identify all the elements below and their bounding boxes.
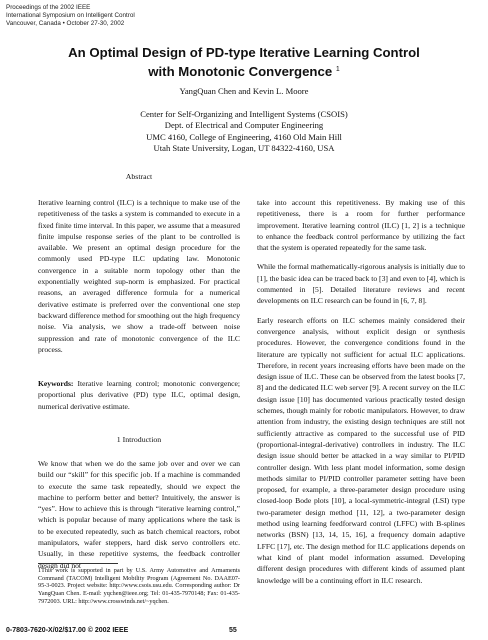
introduction-heading: 1 Introduction [116, 435, 162, 444]
authors: YangQuan Chen and Kevin L. Moore [179, 86, 309, 96]
paper-title [0, 44, 488, 80]
header-line: Vancouver, Canada • October 27-30, 2002 [6, 20, 125, 27]
right-column [257, 197, 465, 594]
affiliation-line: Utah State University, Logan, UT 84322-4160, USA [153, 142, 335, 153]
paragraph: While the formal mathematically-rigorous analysis is initially due to [1], the basic idea can be traced back to [3] and even to [4], which is commented in [5]. Detailed literature reviews and recent developments on ILC research can be found in [6, 7, 8]. [257, 262, 465, 306]
title-line-2 [0, 61, 488, 80]
page-number: 55 [229, 627, 237, 634]
paragraph: take into account this repetitiveness. By making use of this repetitiveness, there is a room for further performance improvement. Iterative learning control (ILC) [1, 2] is a technique to enhance the feedback control performance by utilizing the fact that the system is operated repeatedly for the same task. [257, 198, 465, 253]
title-footnote-mark: 1 [335, 66, 340, 73]
abstract-text: Iterative learning control (ILC) is a technique to make use of the repetitiveness of the tasks a system is commanded to execute in a fixed finite time interval. In this paper, we assume that a measured finite impulse response series of the plant to be controlled is available. We present an optimal design procedure for the commonly used PD-type ILC updating law. Monotonic convergence in a suitable norm topology other than the exponentially weighted sup-norm is emphasized. For practical reasons, an averaged difference formula for a numerical derivative estimate is preferred over the conventional one step backward difference method for smoothing out the high frequency noise. Via analysis, we show a trade-off between noise suppression and rate of monotonic convergence of the ILC process. [38, 198, 240, 354]
paragraph: Early research efforts on ILC schemes mainly considered their convergence analysis, without explicit design or synthesis procedures. However, the convergence conditions found in the literature are typically not sufficient for actual ILC applications. Therefore, in recent years increasing efforts have been made on the design issue of ILC. These can be observed from the latest books [7, 8] and the dedicated ILC web server [9]. A recent survey on the ILC design issue [10] has documented various practically tested design schemes, though mainly for robotic manipulators. However, to draw attention from industry, the existing design techniques are still not sufficiently attractive as compared to the successful use of PID (proportional-integral-derivative) controllers in industry. The ILC design issue should better be attacked in a way similar to PI/PID controller design. With less plant model information, some design methods similar to PI/PID controller parameter setting have been proposed, for example, a three-parameter design procedure using closed-loop Bode plots [10], a local-symmetric-integral (LSI) type two-parameter design method [11, 12], a two-parameter design method using learning feedforward control (LFFC) with B-splines networks (BSN) [13, 14, 15, 16], a frequency domain adaptive LFFC [17], etc. The design method for ILC applications depends on what kind of plant model information assumed. Developing different design procedures with different kinds of assumed plant knowledge will be a continuing effort in ILC research. [257, 315, 465, 585]
isbn-footer: 0-7803-7620-X/02/$17.00 © 2002 IEEE [6, 627, 129, 634]
keywords-label: Keywords: [38, 379, 74, 388]
header-line: Proceedings of the 2002 IEEE [6, 4, 91, 11]
affiliation-line: UMC 4160, College of Engineering, 4160 Old Main Hill [146, 131, 342, 142]
keywords-text: Iterative learning control; monotonic convergence; proportional plus derivative (PD) type ILC, optimal design, numerical derivative estimate. [38, 379, 240, 411]
affiliation [0, 109, 488, 154]
keywords [38, 378, 240, 412]
header-line: International Symposium on Intelligent Control [6, 12, 135, 19]
footnote: 1This work is supported in part by U.S. Army Automotive and Armaments Command (TACOM) Intelligent Mobility Program (Agreement No. DAAE07-95-3-0023. Project website: http://www.csois.usu.edu. Corresponding author: Dr YangQuan Chen. E-mail: yqchen@ieee.org; Tel: 01-435-7970148; Fax: 01-435-7972003. URL: http://www.crosswinds.net/~yqchen. [38, 567, 240, 605]
proceedings-header [6, 4, 135, 28]
title-line-2-text: with Monotonic Convergence [148, 64, 333, 79]
introduction-text: We know that when we do the same job over and over we can build our “skill” for this specific job. If a machine is commanded to execute the same task repeatedly, should we expect the machine to perform better and better? Intuitively, the answer is “yes”. How to achieve this is through “iterative learning control,” which is popular because of many applications where the task is to be executed repeatedly, such as batch chemical reactors, robot manipulators, wafer steppers, hard disk servo controllers etc. Usually, in these repetitive systems, the feedback controller design did not [38, 459, 240, 570]
title-line-1: An Optimal Design of PD-type Iterative Learning Control [68, 45, 420, 60]
footnote-rule [38, 563, 118, 564]
abstract-heading: Abstract [125, 172, 153, 181]
affiliation-line: Dept. of Electrical and Computer Engineering [164, 120, 324, 131]
affiliation-line: Center for Self-Organizing and Intelligent Systems (CSOIS) [140, 109, 348, 119]
